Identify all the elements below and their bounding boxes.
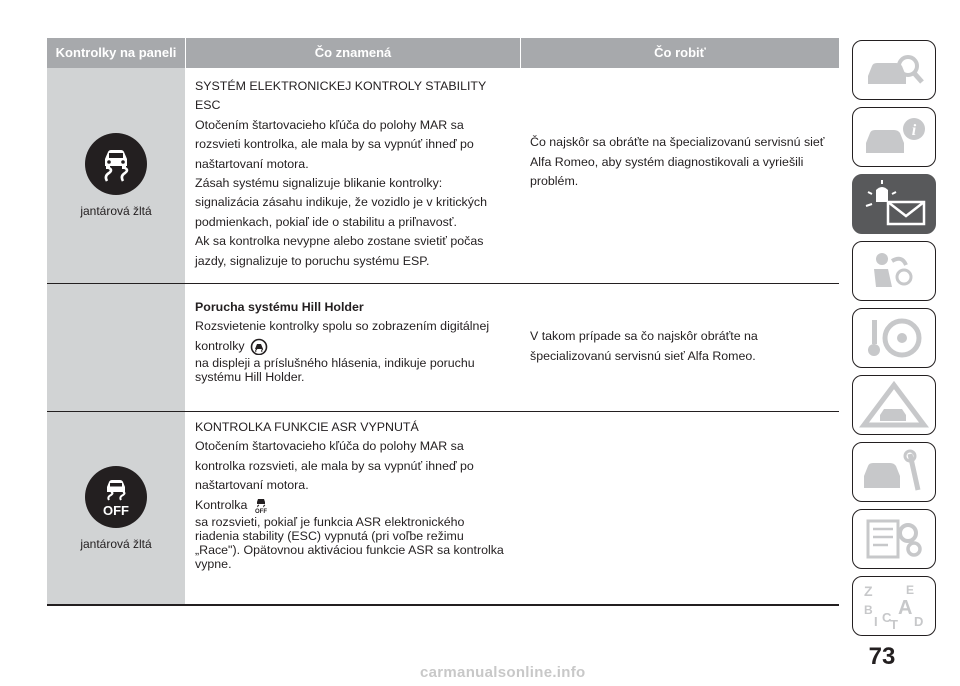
svg-text:D: D	[914, 614, 924, 629]
action-cell	[520, 68, 839, 283]
tab-warning-lights[interactable]	[852, 174, 936, 234]
off-label-inline: OFF	[255, 508, 268, 514]
meaning-line: Zásah systému signalizuje blikanie kontrolky:	[195, 176, 443, 191]
meaning-cell	[185, 68, 520, 283]
alphabetical-index-icon	[858, 582, 930, 630]
chapter-tabs	[852, 40, 938, 643]
asr-off-inline-icon	[249, 496, 273, 514]
tab-car-search[interactable]	[852, 40, 936, 100]
car-search-icon	[858, 46, 930, 94]
meaning-line: naštartovaní motora.	[195, 478, 309, 493]
meaning-line: podmienkach, pokiaľ ide o stabilitu a priľnavosť.	[195, 214, 457, 229]
meaning-line: „Race"). Opätovnou aktiváciou funkcie ASR sa kontrolka	[195, 543, 504, 558]
table-row	[47, 68, 839, 284]
meaning-line: ESC	[195, 98, 221, 113]
tab-car-info[interactable]	[852, 107, 936, 167]
svg-text:B: B	[864, 603, 873, 617]
table-row	[47, 284, 839, 412]
meaning-prefix: Kontrolka	[195, 497, 248, 512]
meaning-cell	[185, 412, 520, 604]
tab-car-service[interactable]	[852, 442, 936, 502]
car-info-icon	[858, 113, 930, 161]
meaning-line: Ak sa kontrolka nevypne alebo zostane svietiť počas	[195, 234, 484, 249]
lamp-color-label: jantárová žltá	[80, 204, 152, 218]
tab-index[interactable]	[852, 576, 936, 636]
hill-holder-digital-icon	[247, 337, 271, 355]
meaning-prefix: kontrolky	[195, 338, 245, 353]
meaning-line: Otočením štartovacieho kľúča do polohy MAR sa	[195, 439, 464, 454]
tab-emergency[interactable]	[852, 375, 936, 435]
svg-text:i: i	[911, 122, 917, 139]
meaning-line: na displeji a príslušného hlásenia, indikuje poruchu	[195, 356, 475, 371]
header-action: Čo robiť	[654, 45, 706, 60]
meaning-line: SYSTÉM ELEKTRONICKEJ KONTROLY STABILITY	[195, 79, 487, 93]
header-lamps: Kontrolky na paneli	[55, 45, 177, 60]
meaning-title: Porucha systému Hill Holder	[195, 300, 364, 314]
tab-steering-key[interactable]	[852, 308, 936, 368]
meaning-line: riadenia stability (ESC) vypnutá (pri voľbe režimu	[195, 529, 464, 544]
watermark: carmanualsonline.info	[420, 664, 586, 681]
svg-text:Z: Z	[864, 583, 873, 599]
meaning-line: KONTROLKA FUNKCIE ASR VYPNUTÁ	[195, 420, 419, 434]
airbag-seat-icon	[858, 247, 930, 295]
action-line: problém.	[530, 174, 579, 189]
table-row	[47, 412, 839, 606]
car-service-icon	[858, 448, 930, 496]
meaning-cell	[185, 284, 520, 411]
meaning-line: Otočením štartovacieho kľúča do polohy MAR sa	[195, 117, 464, 132]
meaning-line: systému Hill Holder.	[195, 370, 305, 385]
svg-text:A: A	[898, 597, 913, 619]
steering-key-icon	[858, 314, 930, 362]
header-meaning: Čo znamená	[314, 45, 392, 60]
technical-data-icon	[858, 515, 930, 563]
meaning-line: kontrolka rozsvieti, ale mala by sa vypnúť ihneď po	[195, 458, 474, 473]
action-line: Alfa Romeo, aby systém diagnostikovali a vyriešili	[530, 154, 804, 169]
action-line: V takom prípade sa čo najskôr obráťte na	[530, 329, 758, 344]
meaning-line: naštartovaní motora.	[195, 156, 309, 171]
tab-airbag-seat[interactable]	[852, 241, 936, 301]
meaning-line: sa rozsvieti, pokiaľ je funkcia ASR elektronického	[195, 515, 465, 530]
asr-off-warning-icon	[85, 466, 147, 528]
off-label: OFF	[103, 502, 129, 518]
svg-text:C: C	[882, 610, 892, 625]
meaning-line: rozsvieti kontrolka, ale mala by sa vypnúť ihneď po	[195, 137, 474, 152]
action-line: Čo najskôr sa obráťte na špecializovanú servisnú sieť	[530, 135, 825, 150]
svg-text:T: T	[890, 617, 898, 630]
svg-text:E: E	[906, 583, 915, 597]
lamp-cell	[47, 412, 185, 604]
lamp-cell	[47, 284, 185, 411]
svg-text:I: I	[874, 614, 878, 629]
action-cell	[520, 412, 839, 604]
action-line: špecializovanú servisnú sieť Alfa Romeo.	[530, 348, 756, 363]
meaning-line: vypne.	[195, 557, 232, 572]
emergency-triangle-icon	[858, 381, 930, 429]
warning-lights-message-icon	[858, 180, 930, 228]
esc-warning-icon	[85, 133, 147, 195]
meaning-line: signalizácia zásahu indikuje, že vozidlo je v kritických	[195, 195, 488, 210]
meaning-line: jazdy, signalizuje to poruchu systému ESP.	[195, 253, 430, 268]
lamp-cell	[47, 68, 185, 283]
meaning-line: Rozsvietenie kontrolky spolu so zobrazením digitálnej	[195, 319, 490, 334]
table-header	[47, 38, 839, 68]
page-number: 73	[868, 643, 896, 670]
action-cell	[520, 284, 839, 411]
warning-lights-table	[47, 38, 839, 606]
lamp-color-label: jantárová žltá	[80, 536, 152, 551]
tab-technical-data[interactable]	[852, 509, 936, 569]
meaning-inline-line	[195, 337, 510, 356]
meaning-inline-line	[195, 496, 510, 515]
